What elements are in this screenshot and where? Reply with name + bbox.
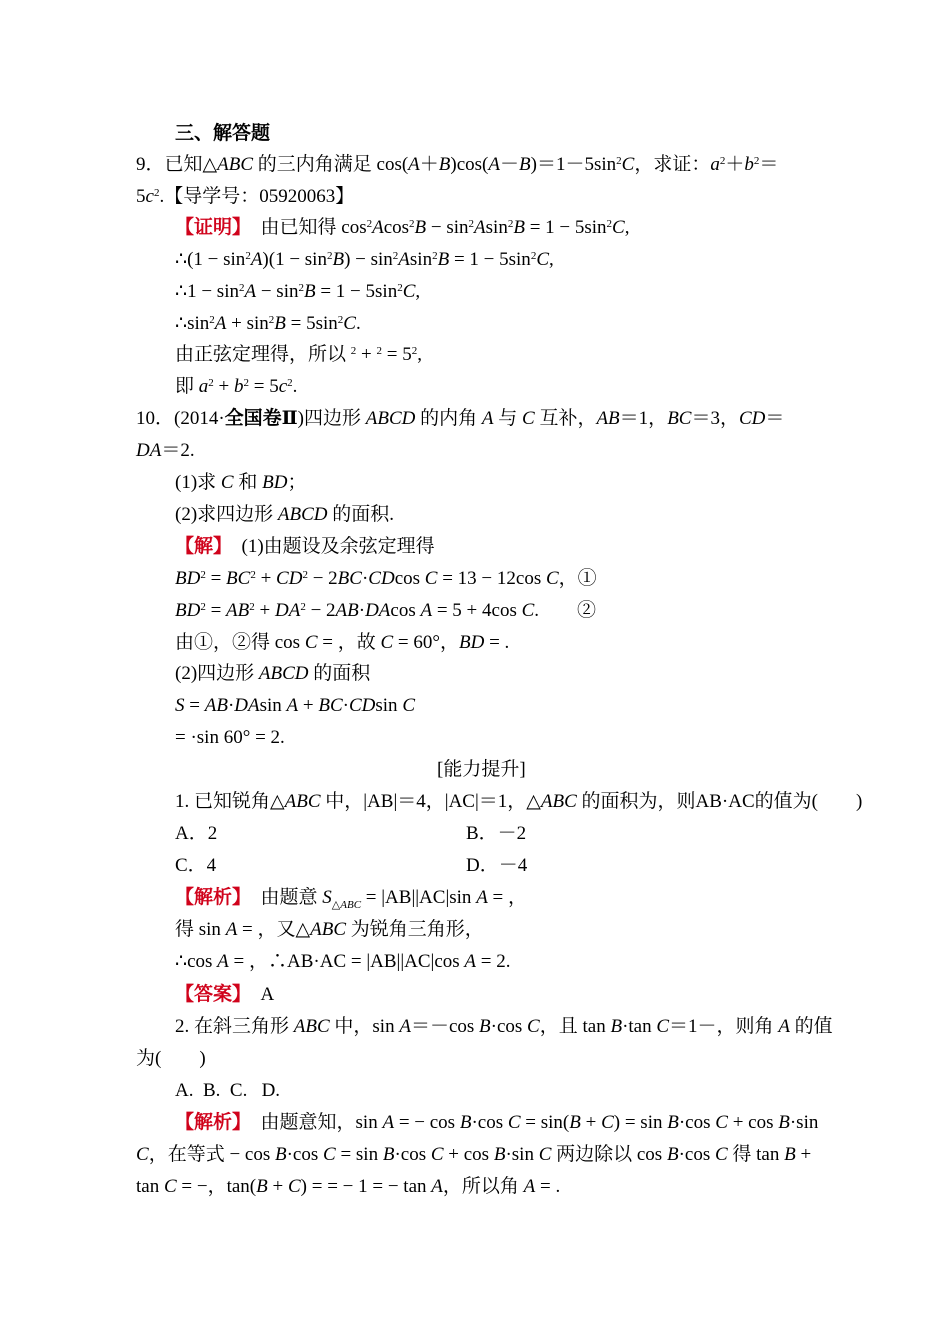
- answer-tag: 【答案】: [175, 984, 242, 1005]
- ability-header: [能力提升]: [437, 759, 526, 780]
- p1-analysis-line2: 得 sin A = ，又△ABC 为锐角三角形，: [175, 919, 484, 940]
- p1-option-a: A．2: [175, 823, 218, 844]
- q10-solution-line6: S = AB·DAsin A + BC·CDsin C: [175, 695, 415, 716]
- p1-option-b: B．－2: [466, 823, 527, 844]
- p2-line2: 为( ): [136, 1048, 206, 1069]
- q9-proof-line3: ∴1 − $\sin^2A - \sin^2B = 1 - 5\sin^2C$,: [175, 281, 421, 302]
- q10-solution-line2: $BD^2 = BC^2 + CD^2 - 2BC\cdot CDcos$ C = 13 − 12cos C，①: [175, 568, 597, 589]
- p2-options: A. B. C. D.: [175, 1080, 281, 1101]
- analysis-tag-2: 【解析】: [175, 1112, 242, 1133]
- q10-solution-line3: $BD^2 = AB^2 + DA^2 - 2AB\cdot DAcos$ A = 5 + 4cos C. ②: [175, 600, 597, 621]
- q10-solution-line4: 由①，②得 cos C = ，故 C = 60°，BD = .: [175, 632, 510, 653]
- q10-part1: (1)求 C 和 BD；: [175, 472, 307, 493]
- p1-analysis-line1: 【解析】 由题意 $S_{\triangle ABC} = |AB||AC|\sin$ A = ，: [175, 887, 528, 911]
- q9-proof-line6: 即 $a^2 + b^2 = 5c^2$.: [175, 376, 298, 397]
- q9-line2: $5c^2$.【导学号：05920063】: [136, 186, 355, 207]
- section-header: 三、解答题: [175, 123, 271, 144]
- q9-proof-line1: 【证明】 由已知得 $\cos^2Acos^2B - \sin^2Asin^2B = 1 - 5\sin^2C$,: [175, 217, 630, 238]
- q9-line1: 9．已知△ABC 的三内角满足 $\cos(A+B)\cos(A-B)=1-5\sin^2C$，求证：$a^2+b^2=$: [136, 154, 779, 175]
- q9-proof-line5: 由正弦定理得，所以 $^2 + ^2 = 5^2$,: [175, 344, 422, 365]
- q10-part2: (2)求四边形 ABCD 的面积.: [175, 504, 395, 525]
- q10-solution-line5: (2)四边形 ABCD 的面积: [175, 663, 371, 684]
- q10-solution-line1: 【解】 (1)由题设及余弦定理得: [175, 536, 435, 557]
- p1-answer-line: 【答案】 A: [175, 984, 275, 1005]
- analysis-tag: 【解析】: [175, 887, 242, 908]
- p1-stem: 1. 已知锐角△ABC 中，|AB|＝4，|AC|＝1，△ABC 的面积为，则AB·AC的值为( ): [175, 791, 863, 812]
- proof-tag: 【证明】: [175, 217, 242, 238]
- q10-line2: DA＝2.: [136, 440, 195, 461]
- q10-line1: 10．(2014·全国卷Ⅱ)四边形 ABCD 的内角 A 与 C 互补，AB＝1，BC＝3，CD＝: [136, 408, 785, 429]
- p1-option-c: C．4: [175, 855, 217, 876]
- p1-analysis-line3: ∴cos A = ，∴AB·AC = |AB||AC|cos A = 2.: [175, 951, 511, 972]
- p1-option-d: D．－4: [466, 855, 528, 876]
- p2-analysis-line3: tan C = −，tan(B + C) = = − 1 = − tan A，所以角 A = .: [136, 1176, 561, 1197]
- q9-proof-line2: ∴(1 − $\sin^2A)(1 - \sin^2B) - \sin^2Asin^2B = 1 - 5\sin^2C$,: [175, 249, 554, 270]
- solution-tag: 【解】: [175, 536, 223, 557]
- q9-proof-line4: $\therefore\sin^2A + \sin^2B = 5\sin^2C$.: [175, 313, 361, 334]
- p2-analysis-line2: C，在等式 − cos B·cos C = sin B·cos C + cos B·sin C 两边除以 cos B·cos C 得 tan B +: [136, 1144, 812, 1165]
- q10-solution-line7: = ·sin 60° = 2.: [175, 727, 285, 748]
- p2-line1: 2. 在斜三角形 ABC 中，sin A＝－cos B·cos C，且 tan B·tan C＝1－，则角 A 的值: [175, 1016, 833, 1037]
- p2-analysis-line1: 【解析】 由题意知，sin A = − cos B·cos C = sin(B + C) = sin B·cos C + cos B·sin: [175, 1112, 819, 1133]
